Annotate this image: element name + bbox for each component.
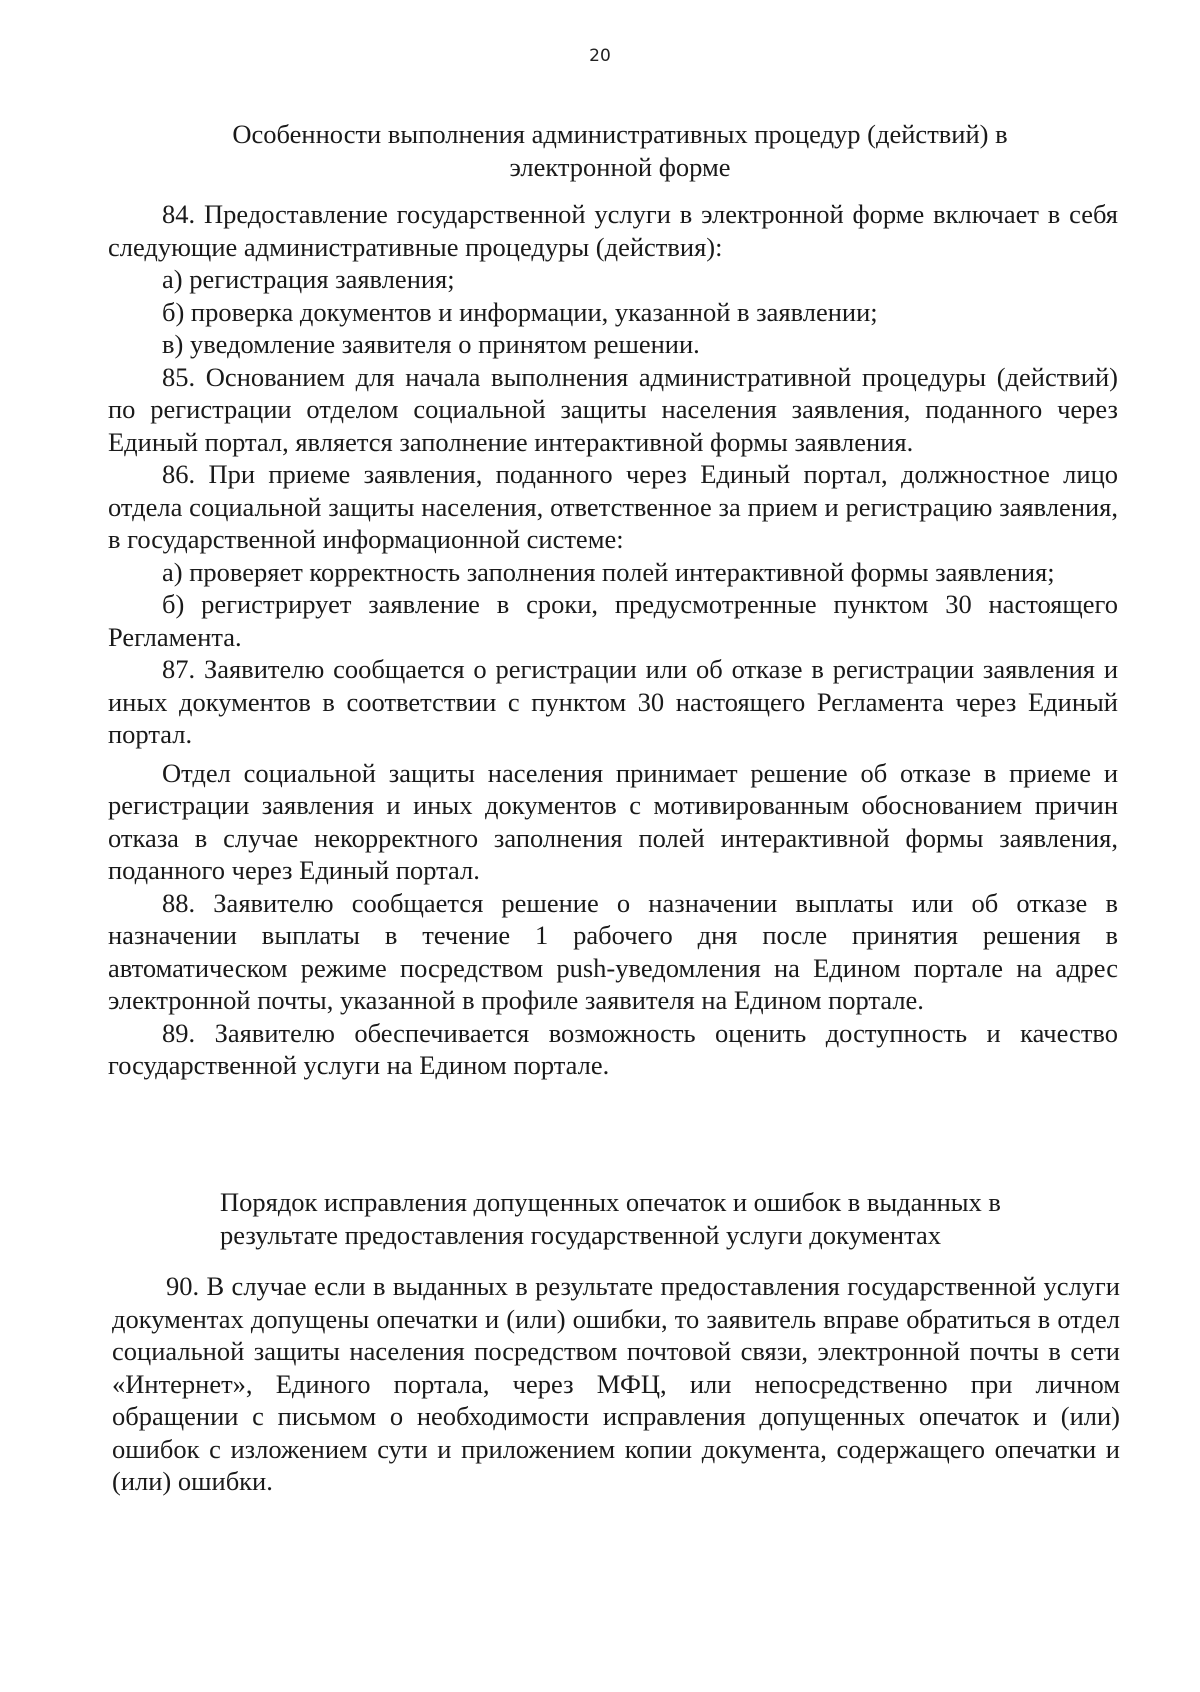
paragraph-89: 89. Заявителю обеспечивается возможность оценить доступность и качество государственной услуги на Едином портале. xyxy=(108,1017,1118,1080)
paragraph-86: 86. При приеме заявления, поданного через Единый портал, должностное лицо отдела социальной защиты населения, ответственное за прием и регистрацию заявления, в государственной информационной системе: xyxy=(108,459,1118,554)
section-1-title xyxy=(180,118,1060,184)
paragraph-88: 88. Заявителю сообщается решение о назначении выплаты или об отказе в назначении выплаты в течение 1 рабочего дня после принятия решения в автоматическом режиме посредством push-уведомления на Едином портале на адрес электронной почты, указанной в профиле заявителя на Едином портале. xyxy=(108,887,1118,1015)
list-item-c: в) уведомление заявителя о принятом решении. xyxy=(162,329,700,359)
section-2-title-line-2: результате предоставления государственной услуги документах xyxy=(220,1220,941,1250)
section-2-body xyxy=(112,1270,1120,1498)
page-number: 20 xyxy=(589,46,611,66)
paragraph-87-refusal: Отдел социальной защиты населения принимает решение об отказе в приеме и регистрации заявления и иных документов с мотивированным обоснованием причин отказа в случае некорректного заполнения полей интерактивной формы заявления, поданного через Единый портал. xyxy=(108,757,1118,885)
section-2-title-line-1: Порядок исправления допущенных опечаток и ошибок в выданных в xyxy=(220,1187,1001,1217)
section-1-title-line-2: электронной форме xyxy=(509,152,731,182)
paragraph-87: 87. Заявителю сообщается о регистрации или об отказе в регистрации заявления и иных документов в соответствии с пунктом 30 настоящего Регламента через Единый портал. xyxy=(108,654,1118,749)
paragraph-85: 85. Основанием для начала выполнения административной процедуры (действий) по регистрации отделом социальной защиты населения заявления, поданного через Единый портал, является заполнение интерактивной формы заявления. xyxy=(108,361,1118,457)
paragraph-90: 90. В случае если в выданных в результате предоставления государственной услуги документах допущены опечатки и (или) ошибки, то заявитель вправе обратиться в отдел социальной защиты населения посредством почтовой связи, электронной почты в сети «Интернет», Единого портала, через МФЦ, или непосредственно при личном обращении с письмом о необходимости исправления допущенных опечаток и (или) ошибок с изложением сути и приложением копии документа, содержащего опечатки и (или) ошибки. xyxy=(112,1271,1120,1496)
paragraph-86-a: а) проверяет корректность заполнения полей интерактивной формы заявления; xyxy=(162,556,1055,587)
section-1-body xyxy=(108,198,1118,1082)
list-item-a: а) регистрация заявления; xyxy=(162,264,455,294)
paragraph-84: 84. Предоставление государственной услуги в электронной форме включает в себя следующие административные процедуры (действия): xyxy=(108,199,1118,262)
list-item-b: б) проверка документов и информации, указанной в заявлении; xyxy=(162,296,878,327)
section-1-title-line-1: Особенности выполнения административных процедур (действий) в xyxy=(232,119,1008,149)
section-2-title xyxy=(220,1186,1050,1252)
paragraph-86-b: б) регистрирует заявление в сроки, предусмотренные пунктом 30 настоящего Регламента. xyxy=(108,589,1118,652)
